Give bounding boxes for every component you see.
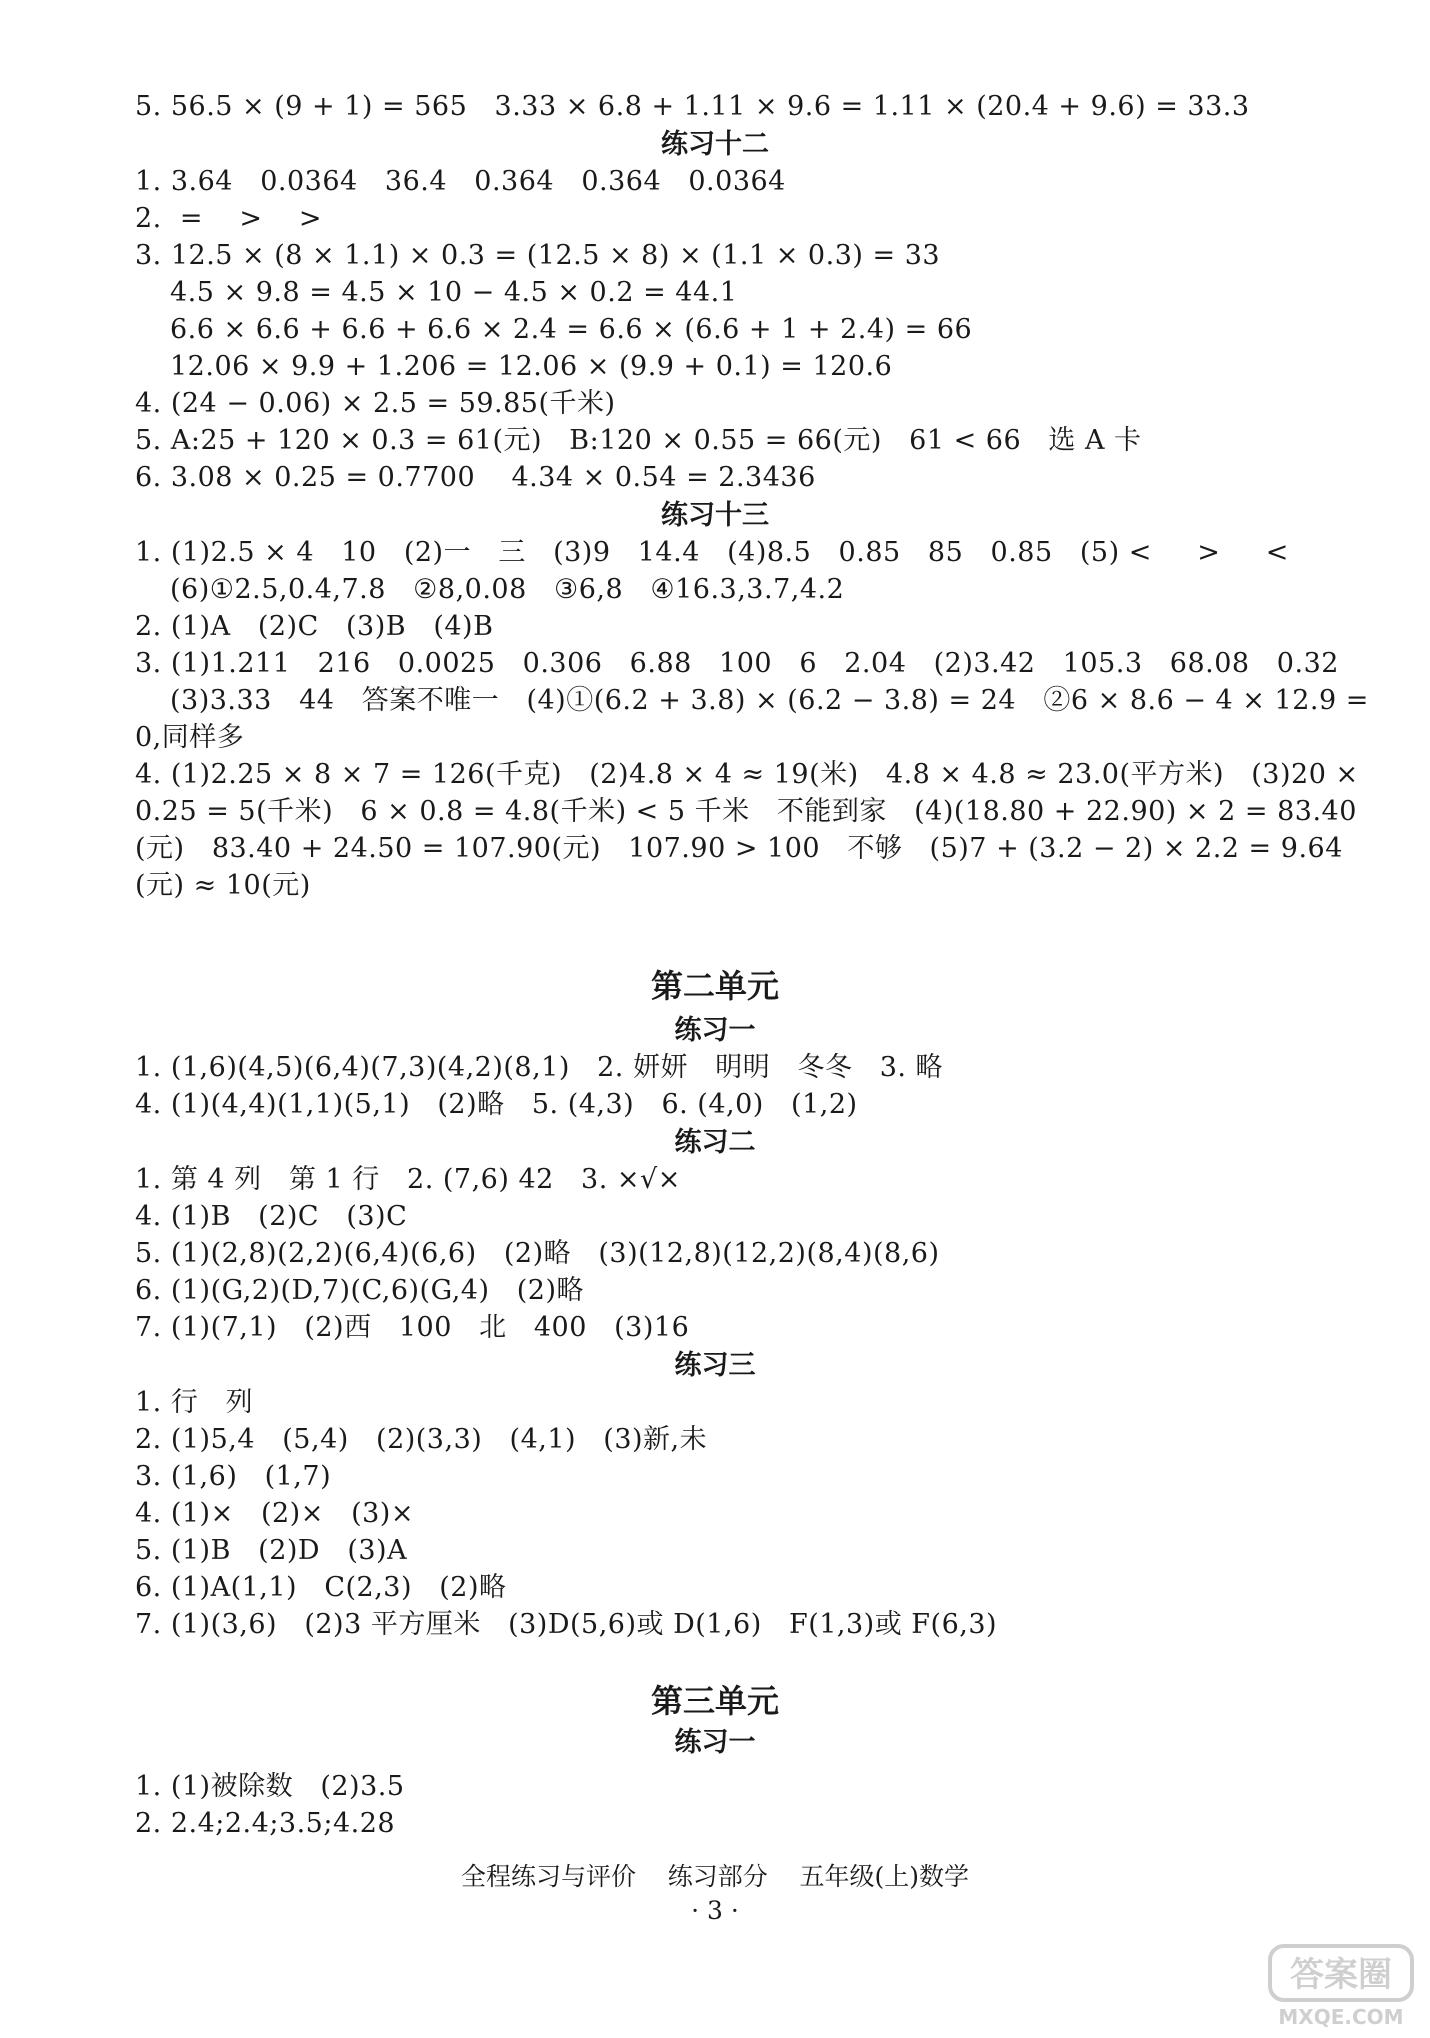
answer-line: 5. 56.5 × (9 + 1) = 565 3.33 × 6.8 + 1.11 × 9.6 = 1.11 × (20.4 + 9.6) = 33.3 bbox=[135, 91, 1250, 122]
section-heading-ex12: 练习十二 bbox=[661, 129, 769, 160]
answer-line: 4. (1)(4,4)(1,1)(5,1) (2)略 5. (4,3) 6. (4,0) (1,2) bbox=[135, 1089, 858, 1120]
answer-line: 6. (1)A(1,1) C(2,3) (2)略 bbox=[135, 1572, 507, 1603]
answer-line: 4. (1)× (2)× (3)× bbox=[135, 1498, 414, 1529]
unit-heading-2: 第二单元 bbox=[650, 967, 779, 1005]
answer-line: 12.06 × 9.9 + 1.206 = 12.06 × (9.9 + 0.1) = 120.6 bbox=[170, 351, 893, 382]
answer-line: 1. (1)被除数 (2)3.5 bbox=[135, 1771, 405, 1802]
answer-line: 2. (1)A (2)C (3)B (4)B bbox=[135, 611, 494, 642]
answer-line: 1. (1,6)(4,5)(6,4)(7,3)(4,2)(8,1) 2. 妍妍 明明 冬冬 3. 略 bbox=[135, 1052, 944, 1083]
page-number: · 3 · bbox=[691, 1896, 739, 1925]
answer-line: (元) ≈ 10(元) bbox=[135, 870, 311, 901]
answer-line: 2. (1)5,4 (5,4) (2)(3,3) (4,1) (3)新,未 bbox=[135, 1424, 708, 1455]
answer-line: 5. (1)B (2)D (3)A bbox=[135, 1535, 408, 1566]
answer-line: 0,同样多 bbox=[135, 722, 245, 753]
answer-line: 2. 2.4;2.4;3.5;4.28 bbox=[135, 1808, 396, 1839]
answer-line: 4. (1)B (2)C (3)C bbox=[135, 1201, 408, 1232]
book-footer-title: 全程练习与评价 练习部分 五年级(上)数学 bbox=[460, 1862, 970, 1891]
answer-line: (元) 83.40 + 24.50 = 107.90(元) 107.90 > 100 不够 (5)7 + (3.2 − 2) × 2.2 = 9.64 bbox=[135, 833, 1343, 864]
answer-line: 6. 3.08 × 0.25 = 0.7700 4.34 × 0.54 = 2.3436 bbox=[135, 462, 816, 493]
section-heading-u2-ex1: 练习一 bbox=[674, 1015, 756, 1046]
answer-line: (6)①2.5,0.4,7.8 ②8,0.08 ③6,8 ④16.3,3.7,4.2 bbox=[170, 574, 845, 605]
section-heading-u2-ex3: 练习三 bbox=[674, 1350, 756, 1381]
answer-line: 6. (1)(G,2)(D,7)(C,6)(G,4) (2)略 bbox=[135, 1275, 584, 1306]
watermark-logo-text: 答案圈 bbox=[1290, 1955, 1392, 1995]
answer-line: 3. (1,6) (1,7) bbox=[135, 1461, 332, 1492]
answer-line: 5. A:25 + 120 × 0.3 = 61(元) B:120 × 0.55 = 66(元) 61 < 66 选 A 卡 bbox=[135, 425, 1142, 456]
answer-line: 7. (1)(7,1) (2)西 100 北 400 (3)16 bbox=[135, 1312, 690, 1343]
watermark-url: MXQE.COM bbox=[1278, 2005, 1404, 2029]
answer-line: 3. 12.5 × (8 × 1.1) × 0.3 = (12.5 × 8) × (1.1 × 0.3) = 33 bbox=[135, 240, 941, 271]
answer-line: 4.5 × 9.8 = 4.5 × 10 − 4.5 × 0.2 = 44.1 bbox=[170, 277, 738, 308]
answer-line: 4. (24 − 0.06) × 2.5 = 59.85(千米) bbox=[135, 388, 616, 419]
answer-line: 2. = > > bbox=[135, 203, 322, 234]
section-heading-ex13: 练习十三 bbox=[661, 500, 769, 531]
answer-line: 3. (1)1.211 216 0.0025 0.306 6.88 100 6 2.04 (2)3.42 105.3 68.08 0.32 bbox=[135, 648, 1339, 679]
answer-line: (3)3.33 44 答案不唯一 (4)①(6.2 + 3.8) × (6.2 − 3.8) = 24 ②6 × 8.6 − 4 × 12.9 = bbox=[170, 685, 1369, 716]
answer-line: 6.6 × 6.6 + 6.6 + 6.6 × 2.4 = 6.6 × (6.6 + 1 + 2.4) = 66 bbox=[170, 314, 973, 345]
answer-line: 1. 行 列 bbox=[135, 1387, 254, 1418]
watermark-logo bbox=[1266, 1940, 1416, 2032]
answer-line: 1. 3.64 0.0364 36.4 0.364 0.364 0.0364 bbox=[135, 166, 786, 197]
unit-heading-3: 第三单元 bbox=[650, 1682, 779, 1720]
answer-line: 1. (1)2.5 × 4 10 (2)一 三 (3)9 14.4 (4)8.5 0.85 85 0.85 (5) < > < bbox=[135, 537, 1289, 568]
answer-line: 0.25 = 5(千米) 6 × 0.8 = 4.8(千米) < 5 千米 不能到家 (4)(18.80 + 22.90) × 2 = 83.40 bbox=[135, 796, 1357, 827]
answer-line: 4. (1)2.25 × 8 × 7 = 126(千克) (2)4.8 × 4 ≈ 19(米) 4.8 × 4.8 ≈ 23.0(平方米) (3)20 × bbox=[135, 759, 1359, 790]
answer-line: 7. (1)(3,6) (2)3 平方厘米 (3)D(5,6)或 D(1,6) F(1,3)或 F(6,3) bbox=[135, 1609, 998, 1640]
answer-line: 1. 第 4 列 第 1 行 2. (7,6) 42 3. ×√× bbox=[135, 1164, 681, 1195]
answer-line: 5. (1)(2,8)(2,2)(6,4)(6,6) (2)略 (3)(12,8)(12,2)(8,4)(8,6) bbox=[135, 1238, 940, 1269]
section-heading-u2-ex2: 练习二 bbox=[674, 1127, 756, 1158]
section-heading-u3-ex1: 练习一 bbox=[674, 1727, 756, 1758]
